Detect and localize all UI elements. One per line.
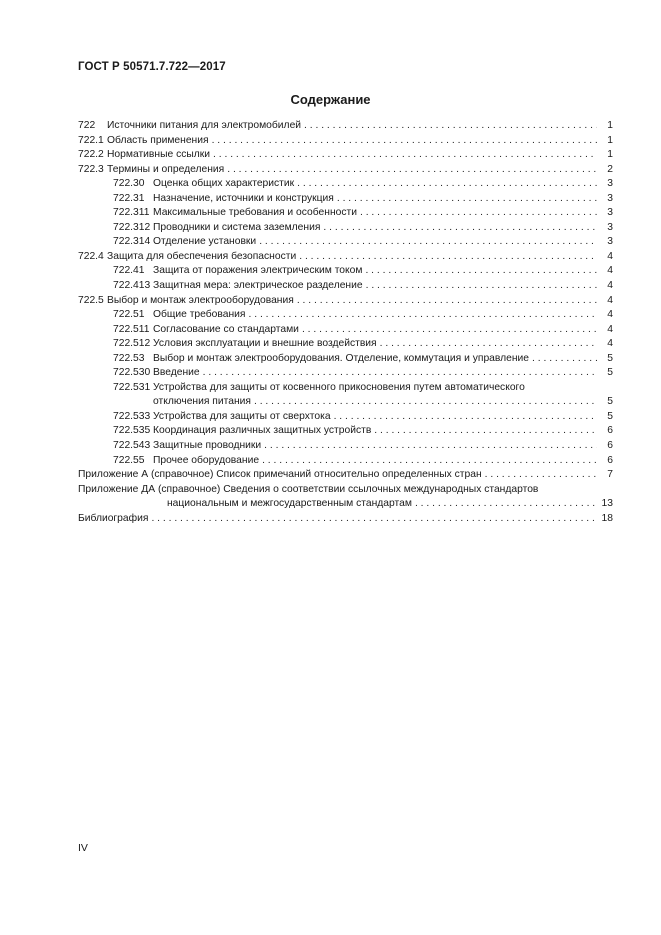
dot-leader [334,410,597,425]
dot-leader [213,148,597,163]
dot-leader [532,352,597,367]
toc-entry-page: 1 [607,120,613,131]
toc-entry-title: Библиография [78,512,149,524]
dot-leader [203,366,597,381]
dot-leader [337,192,597,207]
toc-entry-title: Общие требования [153,309,246,321]
toc-entry-page: 6 [607,425,613,437]
toc-entry-number: 722.55 [113,454,145,466]
toc-entry-title: Приложение ДА (справочное) Сведения о соответствии ссылочных международных стандартов [78,483,539,495]
toc-entry-title: Нормативные ссылки [107,149,211,161]
toc-entry-title: Проводники и система заземления [153,221,321,233]
toc-entry-page: 5 [607,410,613,422]
toc-entry-title-continued: отключения питания [153,396,251,408]
toc-entry-page: 3 [607,236,613,248]
toc-entry-title: Назначение, источники и конструкция [153,192,334,204]
toc-entry-title: Приложение А (справочное) Список примечаний относительно определенных стран [78,469,482,481]
toc-entry-page: 5 [607,352,613,364]
toc-entry-page: 1 [607,149,613,161]
toc-entry-page: 2 [607,163,613,175]
toc-entry[interactable] [78,206,613,221]
toc-entry-title: Устройства для защиты от косвенного прикосновения путем автоматического [153,381,525,393]
toc-entry[interactable] [78,366,613,381]
dot-leader [227,163,597,178]
toc-entry-title: Защитная мера: электрическое разделение [153,280,363,292]
toc-entry-number: 722.31 [113,192,145,204]
toc-entry-number: 722.311 [113,207,150,219]
toc-entry-number: 722.5 [78,294,104,306]
toc-entry[interactable] [78,177,613,192]
toc-entry-number: 722.314 [113,236,151,248]
toc-entry-title: Защита от поражения электрическим током [153,265,363,277]
toc-entry-page: 4 [607,338,613,350]
dot-leader [254,395,597,410]
toc-entry[interactable] [78,352,613,367]
toc-entry-page: 18 [601,512,613,524]
toc-entry-page: 4 [607,294,613,306]
toc-entry-page: 4 [607,250,613,262]
toc-entry-page: 13 [601,498,613,510]
toc-entry-number: 722.511 [113,323,150,335]
toc-entry-page: 4 [607,309,613,321]
toc-entry[interactable] [78,424,613,439]
toc-entry-title: Защита для обеспечения безопасности [107,250,297,262]
dot-leader [304,119,597,134]
toc-entry[interactable] [78,134,613,149]
toc-entry-number: 722.312 [113,221,151,233]
toc-entry-page: 6 [607,440,613,452]
toc-entry-title: Область применения [107,134,209,146]
toc-entry[interactable] [78,163,613,178]
toc-entry[interactable] [78,235,613,250]
dot-leader [380,337,597,352]
toc-entry-number: 722.535 [113,425,151,437]
toc-entry-title: Максимальные требования и особенности [153,207,357,219]
toc-entry-number: 722.543 [113,440,151,452]
dot-leader [415,497,597,512]
toc-entry-number: 722.1 [78,134,104,146]
toc-entry-title: Выбор и монтаж электрооборудования. Отделение, коммутация и управление [153,352,530,364]
dot-leader [302,323,597,338]
dot-leader [360,206,597,221]
dot-leader [365,264,597,279]
toc-entry[interactable] [78,323,613,338]
toc-entry-number: 722.530 [113,367,151,379]
toc-entry-number: 722 [78,120,96,131]
toc-entry-number: 722.413 [113,280,151,292]
toc-entry-page: 4 [607,280,613,292]
toc-entry[interactable] [78,192,613,207]
toc-entry-number: 722.30 [113,178,145,190]
dot-leader [249,308,598,323]
toc-entry[interactable] [78,279,613,294]
dot-leader [262,454,597,469]
toc-entry-title-continued: национальным и межгосударственным стандартам [167,498,412,510]
toc-entry[interactable] [78,381,613,410]
dot-leader [485,468,597,483]
toc-entry-page: 3 [607,178,613,190]
dot-leader [264,439,597,454]
toc-entry[interactable] [78,264,613,279]
page-title: Содержание [290,92,371,107]
toc-entry-title: Выбор и монтаж электрооборудования [107,294,294,306]
page-number: IV [78,842,88,854]
toc-entry[interactable] [78,221,613,236]
toc-entry-number: 722.51 [113,309,145,321]
toc-entry-page: 3 [607,207,613,219]
toc-entry[interactable] [78,250,613,265]
toc-entry-title: Оценка общих характеристик [153,178,295,190]
toc-entry-page: 1 [607,134,613,146]
toc-entry[interactable] [78,294,613,309]
toc-entry-number: 722.3 [78,163,104,175]
toc-entry-page: 5 [607,396,613,408]
dot-leader [151,512,597,527]
toc-entry-title: Согласование со стандартами [153,323,299,335]
toc-entry[interactable] [78,439,613,454]
toc-entry-number: 722.531 [113,381,151,393]
toc-entry-page: 4 [607,323,613,335]
toc-entry-number: 722.512 [113,338,151,350]
toc-entry-title: Прочее оборудование [153,454,260,466]
table-of-contents [78,119,613,526]
toc-entry-page: 4 [607,265,613,277]
toc-entry[interactable] [78,454,613,469]
toc-entry-title: Устройства для защиты от сверхтока [153,410,331,422]
dot-leader [299,250,597,265]
toc-entry[interactable] [78,483,613,512]
toc-entry-title: Термины и определения [107,163,225,175]
toc-entry[interactable] [78,308,613,323]
toc-entry[interactable] [78,148,613,163]
toc-entry-page: 3 [607,221,613,233]
toc-entry-page: 3 [607,192,613,204]
toc-entry-title: Координация различных защитных устройств [153,425,372,437]
toc-entry-title: Защитные проводники [153,440,262,452]
toc-entry-number: 722.2 [78,149,104,161]
toc-entry[interactable] [78,119,613,134]
dot-leader [297,294,597,309]
toc-entry-title: Условия эксплуатации и внешние воздействия [153,338,377,350]
toc-entry-page: 7 [607,469,613,481]
toc-entry-title: Введение [153,367,200,379]
toc-entry-page: 6 [607,454,613,466]
toc-entry-number: 722.4 [78,250,104,262]
dot-leader [212,134,597,149]
dot-leader [259,235,597,250]
toc-entry[interactable] [78,512,613,527]
toc-entry-number: 722.53 [113,352,145,364]
toc-entry-title: Отделение установки [153,236,257,248]
toc-entry-title: Источники питания для электромобилей [107,120,302,131]
toc-entry-number: 722.41 [113,265,145,277]
dot-leader [297,177,597,192]
toc-entry-number: 722.533 [113,410,151,422]
document-code: ГОСТ Р 50571.7.722—2017 [78,61,226,73]
toc-entry[interactable] [78,468,613,483]
dot-leader [374,424,597,439]
toc-entry[interactable] [78,337,613,352]
toc-entry[interactable] [78,410,613,425]
dot-leader [366,279,597,294]
dot-leader [323,221,597,236]
toc-entry-page: 5 [607,367,613,379]
